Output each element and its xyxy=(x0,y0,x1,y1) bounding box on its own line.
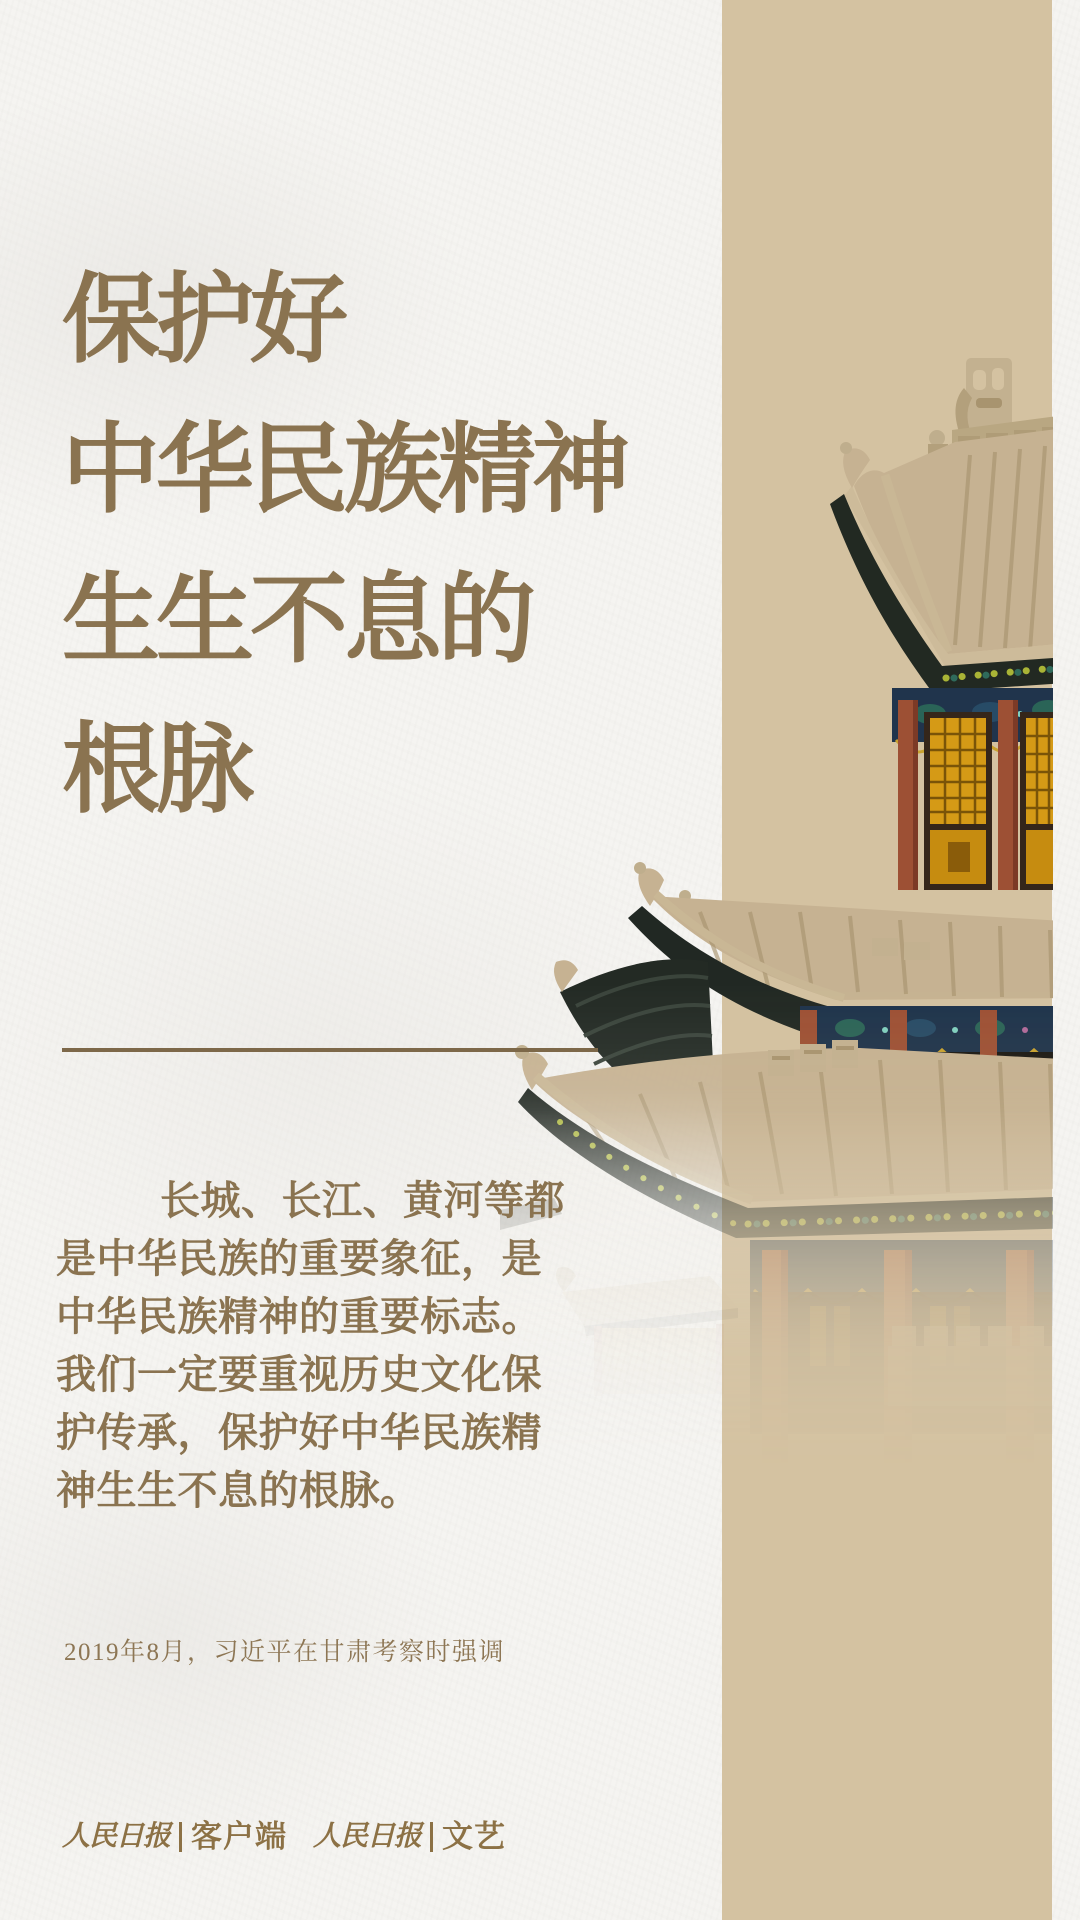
headline-line-4: 根脉 xyxy=(62,717,251,825)
peoples-daily-logo: 人民日报 xyxy=(62,1821,171,1852)
headline-line-3: 生生不息的 xyxy=(62,567,533,675)
quote-paragraph xyxy=(56,1172,565,1520)
headline xyxy=(62,246,626,846)
client-app-label: 客户端 xyxy=(191,1819,288,1854)
headline-line-2: 中华民族精神 xyxy=(62,417,627,525)
mist-overlay xyxy=(500,1110,1053,1560)
footer-logos xyxy=(62,1820,506,1854)
tier1-roof xyxy=(830,358,1053,692)
divider-rule xyxy=(62,1048,598,1052)
attribution: 2019年8月，习近平在甘肃考察时强调 xyxy=(64,1639,506,1666)
logo-divider-bar xyxy=(179,1822,182,1852)
logo-divider-bar-2 xyxy=(430,1822,433,1852)
headline-line-1: 保护好 xyxy=(62,267,345,375)
quote-line-6: 神生生不息的根脉。 xyxy=(56,1469,421,1513)
peoples-daily-logo-2: 人民日报 xyxy=(313,1821,422,1852)
quote-line-2: 是中华民族的重要象征，是 xyxy=(56,1237,542,1281)
quote-line-5: 护传承，保护好中华民族精 xyxy=(56,1411,542,1455)
tier1-wall xyxy=(892,688,1053,890)
arts-label: 文艺 xyxy=(442,1819,507,1854)
quote-line-3: 中华民族精神的重要标志。 xyxy=(56,1295,542,1339)
quote-line-1: 长城、长江、黄河等都 xyxy=(160,1179,565,1223)
quote-line-4: 我们一定要重视历史文化保 xyxy=(56,1353,542,1397)
